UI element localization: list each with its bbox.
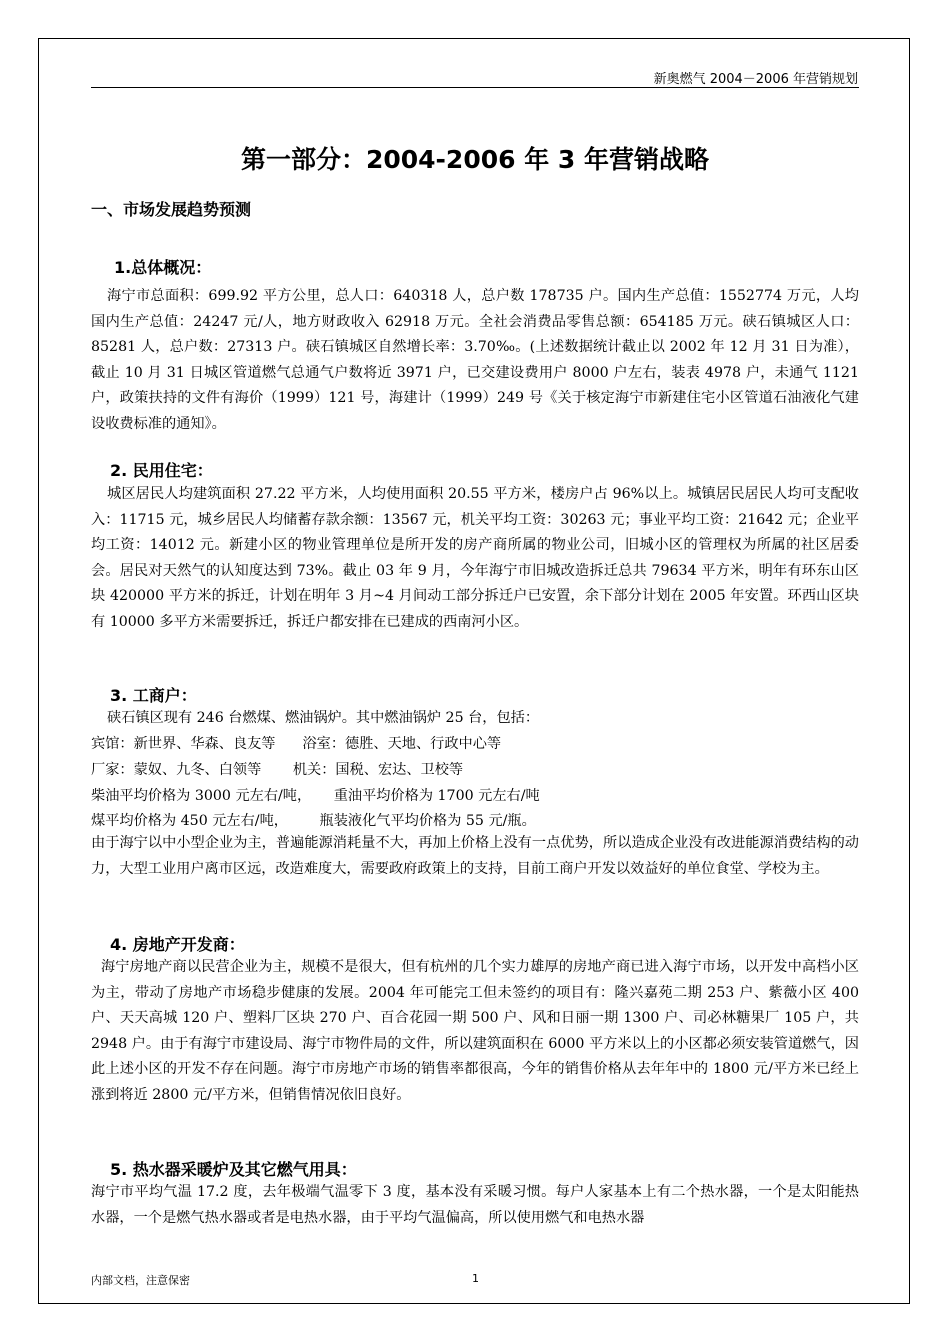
subsection-heading-appliances: 5. 热水器采暖炉及其它燃气用具： [110,1160,357,1179]
commercial-line: 厂家：蒙奴、九冬、白领等 机关：国税、宏达、卫校等 [91,762,464,778]
commercial-line: 煤平均价格为 450 元左右/吨， 瓶装液化气平均价格为 55 元/瓶。 [91,813,536,829]
subsection-heading-overview: 1.总体概况： [114,258,212,277]
page-title: 第一部分：2004-2006 年 3 年营销战略 [240,145,710,174]
subsection-heading-residential: 2. 民用住宅： [110,461,213,480]
paragraph-real-estate: 海宁房地产商以民营企业为主，规模不是很大，但有杭州的几个实力雄厚的房地产商已进入海宁市场，以开发中高档小区为主，带动了房地产市场稳步健康的发展。2004 年可能完工但未签约的项目有：隆兴嘉苑二期 253 户、紫薇小区 400 户、天天高城 120 户、塑料厂区块 270 户、百合花园一期 500 户、风和日丽一期 1300 户、司必林糖果厂 105 户，共 2948 户。由于有海宁市建设局、海宁市物件局的文件，所以建筑面积在 6000 平方米以上的小区都必须安装管道燃气，因此上述小区的开发不存在问题。海宁市房地产市场的销售率都很高，今年的销售价格从去年年中的 1800 元/平方米已经上涨到将近 2800 元/平方米，但销售情况依旧良好。 [91,959,859,1103]
subsection-heading-commercial: 3. 工商户： [110,686,197,705]
commercial-line: 柴油平均价格为 3000 元左右/吨， 重油平均价格为 1700 元左右/吨 [91,788,540,804]
paragraph-overview: 海宁市总面积：699.92 平方公里，总人口：640318 人，总户数 178735 户。国内生产总值：1552774 万元，人均国内生产总值：24247 元/人，地方财政收入 62918 万元。全社会消费品零售总额：654185 万元。硖石镇城区人口：85281 人，总户数：27313 户。硖石镇城区自然增长率：3.70‰。(上述数据统计截止以 2002 年 12 月 31 日为准），截止 10 月 31 日城区管道燃气总通气户数将近 3971 户，已交建设费用户 8000 户左右，装表 4978 户，未通气 1121 户，政策扶持的文件有海价（1999）121 号，海建计（1999）249 号《关于核定海宁市新建住宅小区管道石油液化气建设收费标准的通知》。 [91,288,859,432]
commercial-line: 硖石镇区现有 246 台燃煤、燃油锅炉。其中燃油锅炉 25 台，包括： [107,710,540,726]
subsection-heading-real-estate: 4. 房地产开发商： [110,935,245,954]
footer-confidential-note: 内部文档，注意保密 [91,1274,190,1287]
page-border [38,38,910,1304]
page-number: 1 [472,1272,479,1285]
commercial-line: 宾馆：新世界、华森、良友等 浴室：德胜、天地、行政中心等 [91,736,502,752]
paragraph-appliances: 海宁市平均气温 17.2 度，去年极端气温零下 3 度，基本没有采暖习惯。每户人家基本上有二个热水器，一个是太阳能热水器，一个是燃气热水器或者是电热水器，由于平均气温偏高，所以使用燃气和电热水器 [91,1184,859,1226]
running-header: 新奥燃气 2004－2006 年营销规划 [653,72,858,87]
header-rule [91,87,859,88]
paragraph-commercial: 由于海宁以中小型企业为主，普遍能源消耗量不大，再加上价格上没有一点优势，所以造成企业没有改进能源消费结构的动力，大型工业用户离市区远，改造难度大，需要政府政策上的支持，目前工商户开发以效益好的单位食堂、学校为主。 [91,835,859,877]
section-heading: 一、市场发展趋势预测 [91,200,252,219]
paragraph-residential: 城区居民人均建筑面积 27.22 平方米，人均使用面积 20.55 平方米，楼房户占 96%以上。城镇居民居民人均可支配收入：11715 元，城乡居民人均储蓄存款余额：13567 元，机关平均工资：30263 元；事业平均工资：21642 元；企业平均工资：14012 元。新建小区的物业管理单位是所开发的房产商所属的物业公司，旧城小区的管理权为所属的社区居委会。居民对天然气的认知度达到 73%。截止 03 年 9 月，今年海宁市旧城改造拆迁总共 79634 平方米，明年有环东山区块 420000 平方米的拆迁，计划在明年 3 月~4 月间动工部分拆迁户已安置，余下部分计划在 2005 年安置。环西山区块有 10000 多平方米需要拆迁，拆迁户都安排在已建成的西南河小区。 [91,486,859,630]
